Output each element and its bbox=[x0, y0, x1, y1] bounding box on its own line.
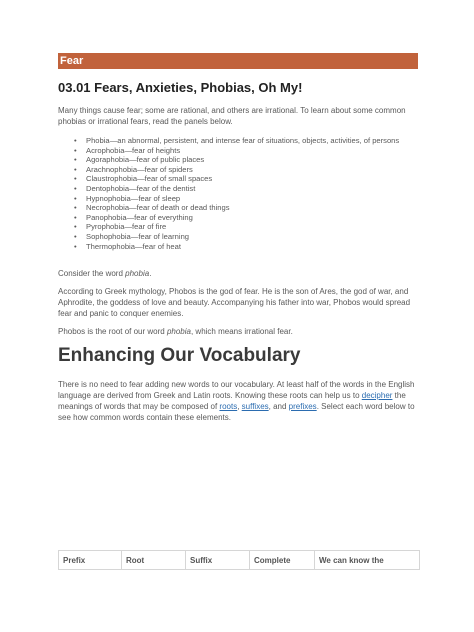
section-header-bar bbox=[58, 53, 418, 69]
list-item: • Hypnophobia—fear of sleep bbox=[58, 194, 418, 204]
section-title: Fear bbox=[60, 55, 84, 67]
list-item: • Necrophobia—fear of death or dead things bbox=[58, 203, 418, 213]
vocab-text: . Select each word below to see how common words contain these elements. bbox=[58, 402, 415, 422]
phobia-list bbox=[58, 136, 418, 251]
column-header-root: Root bbox=[122, 551, 186, 570]
mythology-paragraph: According to Greek mythology, Phobos is the god of fear. He is the son of Ares, the god of war, and Aphrodite, the goddess of love and beauty. Accompanying his father into war, Phobos would spread fear and panic to conquer enemies. bbox=[58, 287, 411, 318]
list-item: • Panophobia—fear of everything bbox=[58, 213, 418, 223]
root-text: Phobos is the root of our word bbox=[58, 327, 167, 336]
consider-text: Consider the word bbox=[58, 269, 126, 278]
list-item: • Sophophobia—fear of learning bbox=[58, 232, 418, 242]
vocab-text: , and bbox=[268, 402, 289, 411]
list-item: • Phobia—an abnormal, persistent, and intense fear of situations, objects, activities, of persons bbox=[58, 136, 418, 146]
word-roots-table bbox=[58, 550, 420, 570]
root-paragraph bbox=[58, 326, 418, 337]
lesson-title: 03.01 Fears, Anxieties, Phobias, Oh My! bbox=[58, 80, 303, 95]
consider-end: . bbox=[149, 269, 152, 278]
decipher-link[interactable]: decipher bbox=[361, 391, 393, 400]
consider-paragraph bbox=[58, 268, 418, 279]
root-end: , which means irrational fear. bbox=[190, 327, 293, 336]
list-item: • Arachnophobia—fear of spiders bbox=[58, 165, 418, 175]
vocab-text: , bbox=[237, 402, 242, 411]
vocab-text: There is no need to fear adding new words to our vocabulary. At least half of the words in the English language are derived from Greek and Latin roots. Knowing these roots can help us to bbox=[58, 380, 415, 400]
list-item: • Claustrophobia—fear of small spaces bbox=[58, 174, 418, 184]
column-header-complete: Complete bbox=[250, 551, 315, 570]
table-header-row bbox=[59, 551, 420, 570]
prefixes-link[interactable]: prefixes bbox=[288, 402, 317, 411]
vocab-text: the meanings of words that may be composed of bbox=[58, 391, 406, 411]
suffixes-link[interactable]: suffixes bbox=[241, 402, 269, 411]
intro-paragraph: Many things cause fear; some are rational, and others are irrational. To learn about some common phobias or irrational fears, read the panels below. bbox=[58, 106, 406, 126]
consider-word: phobia bbox=[125, 269, 150, 278]
list-item: • Thermophobia—fear of heat bbox=[58, 242, 418, 252]
vocabulary-paragraph bbox=[58, 379, 418, 423]
column-header-prefix: Prefix bbox=[59, 551, 122, 570]
column-header-meaning: We can know the bbox=[315, 551, 420, 570]
list-item: • Acrophobia—fear of heights bbox=[58, 146, 418, 156]
roots-link[interactable]: roots bbox=[219, 402, 238, 411]
column-header-suffix: Suffix bbox=[186, 551, 250, 570]
list-item: • Pyrophobia—fear of fire bbox=[58, 222, 418, 232]
list-item: • Dentophobia—fear of the dentist bbox=[58, 184, 418, 194]
vocabulary-heading: Enhancing Our Vocabulary bbox=[58, 345, 301, 366]
root-word: phobia bbox=[166, 327, 191, 336]
list-item: • Agoraphobia—fear of public places bbox=[58, 155, 418, 165]
